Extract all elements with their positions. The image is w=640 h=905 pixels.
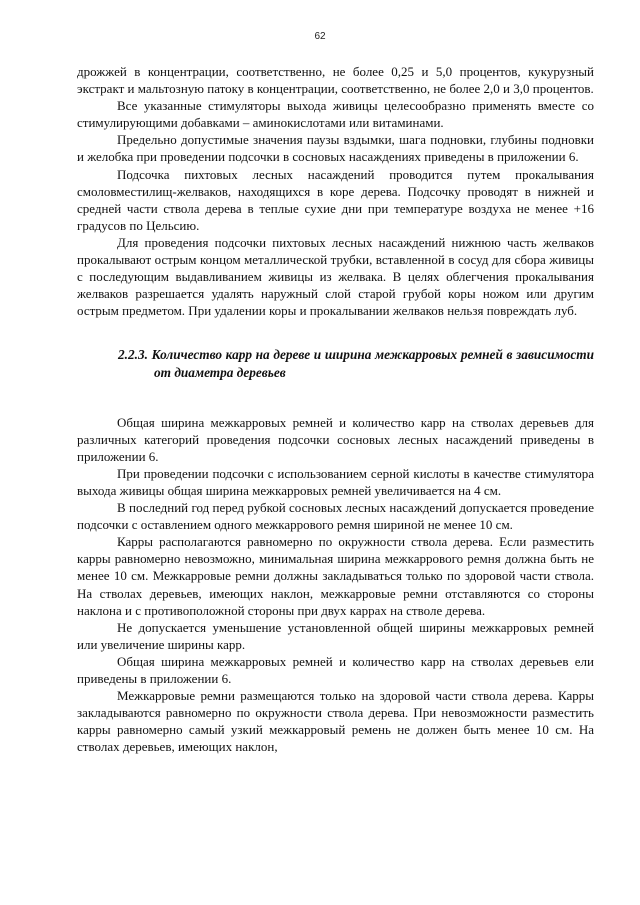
paragraph-spruce: Общая ширина межкарровых ремней и количество карр на стволах деревьев ели приведены в приложении 6. bbox=[77, 653, 594, 686]
paragraph-continuation: дрожжей в концентрации, соответственно, не более 0,25 и 5,0 процентов, кукурузный экстракт и мальтозную патоку в концентрации, соответственно, не более 2,0 и 3,0 процентов. bbox=[77, 64, 594, 97]
paragraph-spruce-placement: Межкарровые ремни размещаются только на здоровой части ствола дерева. Карры закладываются равномерно по окружности ствола дерева. При невозможности разместить карры равномерно самый узкий межкарровый ремень не должен быть менее 10 см. На стволах деревьев, имеющих наклон, bbox=[77, 688, 594, 755]
paragraph-fir-tapping: Подсочка пихтовых лесных насаждений проводится путем прокалывания смоловместилищ-желваков, находящихся в коре дерева. Подсочку проводят в нижней и средней части ствола дерева в теплые сухие дни при температуре воздуха не менее +16 градусов по Цельсию. bbox=[77, 166, 594, 233]
paragraph-limits: Предельно допустимые значения паузы вздымки, шага подновки, глубины подновки и желобка при проведении подсочки в сосновых насаждениях приведены в приложении 6. bbox=[77, 132, 594, 165]
paragraph-last-year: В последний год перед рубкой сосновых лесных насаждений допускается проведение подсочки с оставлением одного межкаррового ремня шириной не менее 10 см. bbox=[77, 500, 594, 533]
paragraph-placement: Карры располагаются равномерно по окружности ствола дерева. Если разместить карры равномерно невозможно, минимальная ширина межкаррового ремня должна быть не менее 10 см. Межкарровые ремни должны закладываться только по здоровой части ствола. На стволах деревьев, имеющих наклон, межкарровые ремни отставляются со стороны наклона и с противоположной стороны при двух каррах на стволе дерева. bbox=[77, 534, 594, 618]
paragraph-fir-procedure: Для проведения подсочки пихтовых лесных насаждений нижнюю часть желваков прокалывают острым концом металлической трубки, вставленной в сосуд для сбора живицы с последующим выдавливанием живицы из желвака. В целях облегчения прокалывания желваков разрешается удалять наружный слой старой грубой коры ножом или другим острым предметом. При удалении коры и прокалывании желваков нельзя повреждать луб. bbox=[77, 234, 594, 319]
paragraph-sulfuric-acid: При проведении подсочки с использованием серной кислоты в качестве стимулятора выхода живицы общая ширина межкарровых ремней увеличивается на 4 см. bbox=[77, 465, 594, 498]
paragraph-stimulators: Все указанные стимуляторы выхода живицы целесообразно применять вместе со стимулирующими добавками – аминокислотами или витаминами. bbox=[77, 98, 594, 131]
paragraph-total-width: Общая ширина межкарровых ремней и количество карр на стволах деревьев для различных категорий проведения подсочки сосновых лесных насаждений приведены в приложении 6. bbox=[77, 414, 594, 464]
page-content bbox=[77, 63, 594, 755]
page-number: 62 bbox=[314, 31, 326, 42]
section-heading: 2.2.3. Количество карр на дереве и ширина межкарровых ремней в зависимости от диаметра деревьев bbox=[118, 347, 594, 380]
paragraph-no-reduction: Не допускается уменьшение установленной общей ширины межкарровых ремней или увеличение ширины карр. bbox=[77, 619, 594, 652]
